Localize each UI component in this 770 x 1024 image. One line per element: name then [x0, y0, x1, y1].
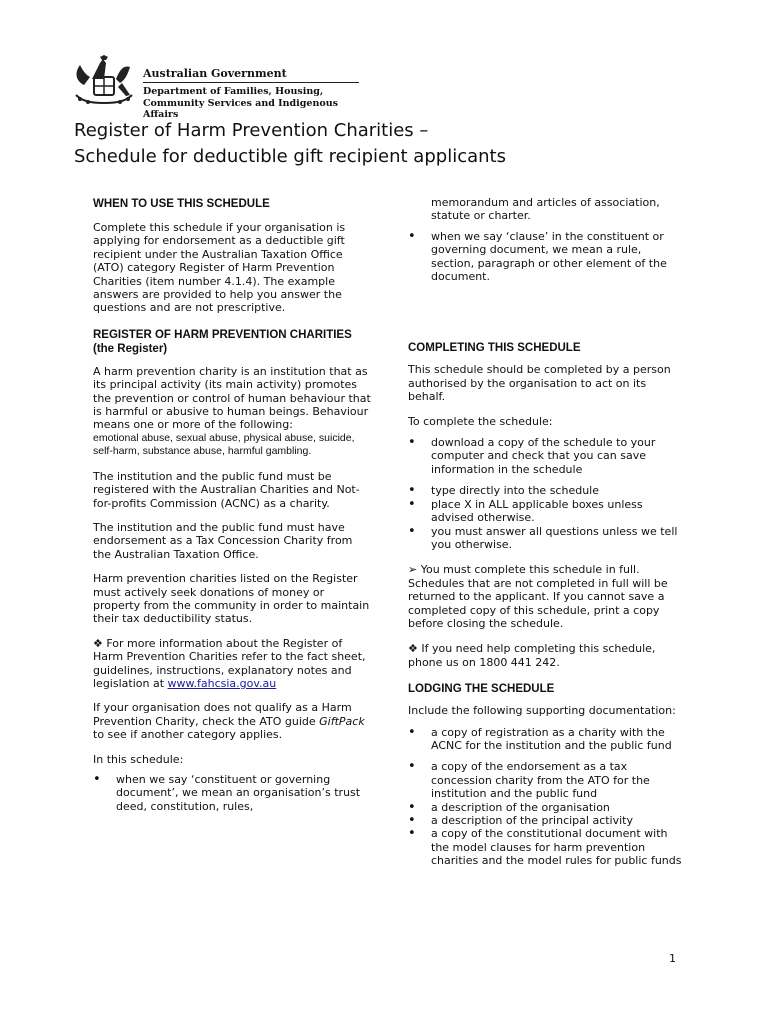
list-item: • a description of the organisation [408, 801, 686, 814]
document-title: Register of Harm Prevention Charities – Schedule for deductible gift recipient applicants [74, 120, 506, 167]
left-column [93, 197, 373, 813]
info-text: ❖ For more information about the Register of Harm Prevention Charities refer to the fact sheet, guidelines, instructions, explanatory notes and legislation at [93, 636, 366, 690]
coat-of-arms-icon [70, 55, 138, 107]
tcc-text: The institution and the public fund must have endorsement as a Tax Concession Charity from the Australian Taxation Office. [93, 520, 353, 561]
page-number: 1 [669, 952, 676, 965]
info-paragraph [93, 637, 373, 691]
definitions-list [93, 773, 373, 813]
donations-text: Harm prevention charities listed on the Register must actively seek donations of money or property from the community in order to maintain their tax deductibility status. [93, 572, 370, 626]
giftpack-paragraph: If your organisation does not qualify as a Harm Prevention Charity, check the ATO guide GiftPack to see if another category applies. [93, 701, 365, 742]
definition-continued: memorandum and articles of association, statute or charter. [431, 196, 660, 223]
list-item: • when we say ‘clause’ in the constituent or governing document, we mean a rule, section, paragraph or other element of the document. [408, 230, 686, 284]
list-item: • you must answer all questions unless we tell you otherwise. [408, 525, 686, 552]
in-schedule-label: In this schedule: [93, 752, 184, 766]
register-text: A harm prevention charity is an institution that as its principal activity (its main activity) promotes the prevention or control of human behaviour that is harmful or abusive to human beings. Behaviour means one or more of the following: [93, 364, 371, 432]
department-name: Department of Families, Housing, Community Services and Indigenous Affairs [143, 86, 338, 120]
list-item: • a copy of registration as a charity with the ACNC for the institution and the public fund [408, 726, 686, 753]
government-name: Australian Government [143, 67, 287, 80]
register-list: emotional abuse, sexual abuse, physical abuse, suicide, self-harm, substance abuse, harmful gambling. [93, 431, 355, 458]
register-heading: REGISTER OF HARM PREVENTION CHARITIES (the Register) [93, 328, 352, 355]
fahcsia-link[interactable]: www.fahcsia.gov.au [167, 676, 277, 690]
lodging-heading: LODGING THE SCHEDULE [408, 683, 555, 696]
list-item: • download a copy of the schedule to your computer and check that you can save information in the schedule [408, 436, 686, 476]
list-item: • a copy of the endorsement as a tax concession charity from the ATO for the institution and the public fund [408, 760, 686, 800]
completing-text: This schedule should be completed by a person authorised by the organisation to act on its behalf. [408, 363, 671, 404]
list-item: • when we say ‘constituent or governing document’, we mean an organisation’s trust deed, constitution, rules, [93, 773, 373, 813]
header-divider [143, 82, 359, 83]
giftpack-title: GiftPack [319, 714, 365, 728]
list-item: • type directly into the schedule [408, 484, 686, 497]
letterhead [70, 55, 370, 120]
to-complete-label: To complete the schedule: [408, 414, 553, 428]
lodging-text: Include the following supporting documentation: [408, 704, 676, 718]
help-note: ❖ If you need help completing this schedule, phone us on 1800 441 242. [408, 642, 656, 669]
documents-list [408, 726, 686, 868]
list-item: • a copy of the constitutional document with the model clauses for harm prevention charities and the model rules for public funds [408, 827, 686, 867]
list-item: • place X in ALL applicable boxes unless advised otherwise. [408, 498, 686, 525]
steps-list [408, 436, 686, 551]
definitions-list-continued [408, 230, 686, 284]
when-text: Complete this schedule if your organisation is applying for endorsement as a deductible gift recipient under the Australian Taxation Office (ATO) category Register of Harm Prevention Charities (item number 4.1.4). The example answers are provided to help you answer the questions and are not prescriptive. [93, 221, 346, 315]
acnc-text: The institution and the public fund must be registered with the Australian Charities and Not-for-profits Commission (ACNC) as a charity. [93, 469, 360, 510]
completing-heading: COMPLETING THIS SCHEDULE [408, 342, 581, 355]
right-column [408, 196, 686, 868]
complete-in-full-note: ➢ You must complete this schedule in full. Schedules that are not completed in full will be returned to the applicant. If you cannot save a completed copy of this schedule, print a copy before closing the schedule. [408, 563, 668, 630]
when-heading: WHEN TO USE THIS SCHEDULE [93, 198, 270, 210]
list-item: • a description of the principal activity [408, 814, 686, 827]
